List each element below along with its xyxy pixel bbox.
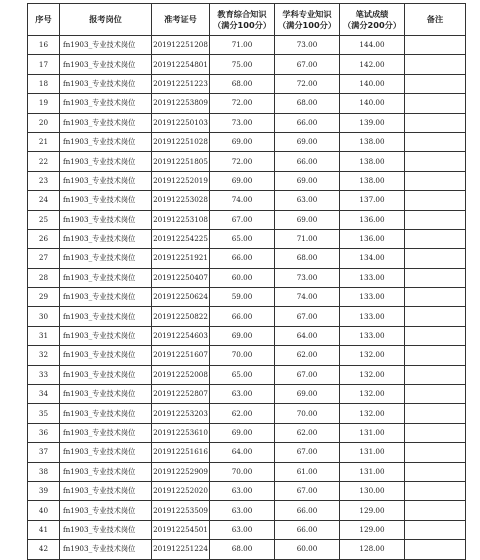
cell-total-score: 134.00 — [340, 249, 405, 268]
header-total-max: （满分200分） — [342, 19, 402, 30]
cell-seq: 36 — [28, 423, 60, 442]
cell-subject-score: 67.00 — [275, 307, 340, 326]
cell-edu-score: 68.00 — [210, 74, 275, 93]
cell-ticket: 201912251028 — [152, 132, 210, 151]
cell-subject-score: 72.00 — [275, 74, 340, 93]
cell-remark — [405, 288, 466, 307]
cell-ticket: 201912253509 — [152, 501, 210, 520]
cell-post: fn1903_专业技术岗位 — [60, 365, 152, 384]
cell-subject-score: 70.00 — [275, 404, 340, 423]
cell-total-score: 131.00 — [340, 443, 405, 462]
cell-subject-score: 69.00 — [275, 210, 340, 229]
table-row — [28, 540, 466, 559]
cell-post: fn1903_专业技术岗位 — [60, 423, 152, 442]
cell-edu-score: 63.00 — [210, 501, 275, 520]
cell-ticket: 201912253610 — [152, 423, 210, 442]
table-row — [28, 423, 466, 442]
cell-seq: 29 — [28, 288, 60, 307]
cell-edu-score: 69.00 — [210, 326, 275, 345]
cell-ticket: 201912251223 — [152, 74, 210, 93]
header-ticket: 准考证号 — [152, 4, 210, 36]
cell-total-score: 128.00 — [340, 540, 405, 559]
cell-total-score: 131.00 — [340, 423, 405, 442]
cell-ticket: 201912251616 — [152, 443, 210, 462]
cell-remark — [405, 268, 466, 287]
cell-remark — [405, 346, 466, 365]
cell-subject-score: 64.00 — [275, 326, 340, 345]
cell-total-score: 142.00 — [340, 55, 405, 74]
cell-subject-score: 73.00 — [275, 36, 340, 55]
table-row — [28, 346, 466, 365]
cell-post: fn1903_专业技术岗位 — [60, 249, 152, 268]
cell-total-score: 129.00 — [340, 501, 405, 520]
header-edu-max: （满分100分） — [212, 19, 272, 30]
cell-remark — [405, 94, 466, 113]
header-edu-score — [210, 4, 275, 36]
cell-total-score: 132.00 — [340, 365, 405, 384]
header-edu-title: 教育综合知识 — [217, 8, 267, 19]
cell-post: fn1903_专业技术岗位 — [60, 443, 152, 462]
cell-subject-score: 67.00 — [275, 55, 340, 74]
cell-post: fn1903_专业技术岗位 — [60, 385, 152, 404]
cell-seq: 24 — [28, 191, 60, 210]
cell-subject-score: 73.00 — [275, 268, 340, 287]
cell-edu-score: 75.00 — [210, 55, 275, 74]
cell-remark — [405, 385, 466, 404]
table-row — [28, 152, 466, 171]
cell-edu-score: 67.00 — [210, 210, 275, 229]
cell-subject-score: 60.00 — [275, 540, 340, 559]
cell-remark — [405, 229, 466, 248]
cell-remark — [405, 132, 466, 151]
cell-post: fn1903_专业技术岗位 — [60, 520, 152, 539]
cell-edu-score: 72.00 — [210, 94, 275, 113]
cell-remark — [405, 326, 466, 345]
cell-post: fn1903_专业技术岗位 — [60, 404, 152, 423]
cell-subject-score: 68.00 — [275, 94, 340, 113]
cell-ticket: 201912254603 — [152, 326, 210, 345]
cell-post: fn1903_专业技术岗位 — [60, 36, 152, 55]
cell-total-score: 137.00 — [340, 191, 405, 210]
cell-seq: 28 — [28, 268, 60, 287]
cell-ticket: 201912252909 — [152, 462, 210, 481]
cell-subject-score: 67.00 — [275, 481, 340, 500]
cell-ticket: 201912250822 — [152, 307, 210, 326]
cell-seq: 19 — [28, 94, 60, 113]
cell-seq: 39 — [28, 481, 60, 500]
cell-edu-score: 63.00 — [210, 520, 275, 539]
table-row — [28, 249, 466, 268]
cell-seq: 22 — [28, 152, 60, 171]
cell-post: fn1903_专业技术岗位 — [60, 307, 152, 326]
table-row — [28, 520, 466, 539]
cell-post: fn1903_专业技术岗位 — [60, 346, 152, 365]
cell-remark — [405, 210, 466, 229]
table-row — [28, 365, 466, 384]
header-subject-max: （满分100分） — [277, 19, 337, 30]
cell-edu-score: 66.00 — [210, 307, 275, 326]
cell-seq: 23 — [28, 171, 60, 190]
cell-total-score: 132.00 — [340, 385, 405, 404]
cell-edu-score: 70.00 — [210, 346, 275, 365]
table-row — [28, 229, 466, 248]
cell-edu-score: 60.00 — [210, 268, 275, 287]
cell-ticket: 201912254801 — [152, 55, 210, 74]
cell-edu-score: 74.00 — [210, 191, 275, 210]
cell-seq: 40 — [28, 501, 60, 520]
cell-ticket: 201912252019 — [152, 171, 210, 190]
cell-subject-score: 61.00 — [275, 462, 340, 481]
cell-total-score: 140.00 — [340, 94, 405, 113]
cell-ticket: 201912252807 — [152, 385, 210, 404]
cell-ticket: 201912253809 — [152, 94, 210, 113]
cell-edu-score: 73.00 — [210, 113, 275, 132]
cell-remark — [405, 55, 466, 74]
cell-edu-score: 72.00 — [210, 152, 275, 171]
cell-ticket: 201912252020 — [152, 481, 210, 500]
table-body — [28, 36, 466, 560]
cell-edu-score: 62.00 — [210, 404, 275, 423]
cell-post: fn1903_专业技术岗位 — [60, 501, 152, 520]
cell-edu-score: 63.00 — [210, 481, 275, 500]
cell-total-score: 133.00 — [340, 288, 405, 307]
cell-remark — [405, 191, 466, 210]
cell-edu-score: 69.00 — [210, 171, 275, 190]
cell-seq: 21 — [28, 132, 60, 151]
cell-remark — [405, 540, 466, 559]
cell-total-score: 131.00 — [340, 462, 405, 481]
table-row — [28, 481, 466, 500]
cell-post: fn1903_专业技术岗位 — [60, 229, 152, 248]
table-row — [28, 55, 466, 74]
cell-ticket: 201912251607 — [152, 346, 210, 365]
cell-post: fn1903_专业技术岗位 — [60, 152, 152, 171]
cell-remark — [405, 404, 466, 423]
cell-seq: 17 — [28, 55, 60, 74]
table-row — [28, 132, 466, 151]
score-sheet — [27, 3, 466, 560]
cell-ticket: 201912253028 — [152, 191, 210, 210]
cell-ticket: 201912251805 — [152, 152, 210, 171]
table-row — [28, 385, 466, 404]
header-total-title: 笔试成绩 — [355, 8, 389, 19]
cell-total-score: 138.00 — [340, 171, 405, 190]
cell-edu-score: 63.00 — [210, 385, 275, 404]
header-subject-title: 学科专业知识 — [282, 8, 332, 19]
cell-edu-score: 65.00 — [210, 229, 275, 248]
cell-post: fn1903_专业技术岗位 — [60, 540, 152, 559]
cell-total-score: 133.00 — [340, 307, 405, 326]
cell-edu-score: 71.00 — [210, 36, 275, 55]
cell-post: fn1903_专业技术岗位 — [60, 210, 152, 229]
cell-seq: 42 — [28, 540, 60, 559]
cell-post: fn1903_专业技术岗位 — [60, 94, 152, 113]
cell-subject-score: 66.00 — [275, 501, 340, 520]
header-seq: 序号 — [28, 4, 60, 36]
cell-subject-score: 68.00 — [275, 249, 340, 268]
cell-seq: 32 — [28, 346, 60, 365]
cell-ticket: 201912253108 — [152, 210, 210, 229]
cell-subject-score: 67.00 — [275, 365, 340, 384]
score-table — [27, 3, 466, 560]
cell-remark — [405, 171, 466, 190]
table-row — [28, 307, 466, 326]
table-row — [28, 268, 466, 287]
cell-ticket: 201912254501 — [152, 520, 210, 539]
cell-ticket: 201912253203 — [152, 404, 210, 423]
cell-seq: 18 — [28, 74, 60, 93]
header-subject-score — [275, 4, 340, 36]
cell-subject-score: 67.00 — [275, 443, 340, 462]
cell-edu-score: 69.00 — [210, 132, 275, 151]
cell-post: fn1903_专业技术岗位 — [60, 113, 152, 132]
cell-ticket: 201912250103 — [152, 113, 210, 132]
cell-total-score: 130.00 — [340, 481, 405, 500]
cell-seq: 20 — [28, 113, 60, 132]
cell-seq: 31 — [28, 326, 60, 345]
cell-remark — [405, 113, 466, 132]
cell-remark — [405, 365, 466, 384]
cell-edu-score: 70.00 — [210, 462, 275, 481]
table-row — [28, 501, 466, 520]
cell-subject-score: 66.00 — [275, 113, 340, 132]
header-remark: 备注 — [405, 4, 466, 36]
cell-remark — [405, 462, 466, 481]
cell-ticket: 201912250407 — [152, 268, 210, 287]
cell-total-score: 132.00 — [340, 404, 405, 423]
cell-total-score: 129.00 — [340, 520, 405, 539]
cell-edu-score: 64.00 — [210, 443, 275, 462]
cell-seq: 33 — [28, 365, 60, 384]
cell-remark — [405, 249, 466, 268]
cell-total-score: 140.00 — [340, 74, 405, 93]
table-row — [28, 326, 466, 345]
cell-seq: 30 — [28, 307, 60, 326]
cell-total-score: 132.00 — [340, 346, 405, 365]
table-row — [28, 191, 466, 210]
table-row — [28, 462, 466, 481]
cell-remark — [405, 423, 466, 442]
table-row — [28, 94, 466, 113]
cell-remark — [405, 36, 466, 55]
cell-post: fn1903_专业技术岗位 — [60, 326, 152, 345]
table-row — [28, 74, 466, 93]
table-header-row — [28, 4, 466, 36]
cell-subject-score: 74.00 — [275, 288, 340, 307]
cell-subject-score: 69.00 — [275, 171, 340, 190]
table-row — [28, 36, 466, 55]
cell-seq: 35 — [28, 404, 60, 423]
cell-subject-score: 71.00 — [275, 229, 340, 248]
cell-remark — [405, 501, 466, 520]
cell-seq: 38 — [28, 462, 60, 481]
header-post: 报考岗位 — [60, 4, 152, 36]
cell-edu-score: 59.00 — [210, 288, 275, 307]
cell-post: fn1903_专业技术岗位 — [60, 55, 152, 74]
cell-post: fn1903_专业技术岗位 — [60, 268, 152, 287]
header-total-score — [340, 4, 405, 36]
table-row — [28, 404, 466, 423]
cell-seq: 41 — [28, 520, 60, 539]
table-row — [28, 443, 466, 462]
cell-remark — [405, 307, 466, 326]
cell-seq: 16 — [28, 36, 60, 55]
cell-subject-score: 63.00 — [275, 191, 340, 210]
table-row — [28, 171, 466, 190]
cell-seq: 25 — [28, 210, 60, 229]
cell-post: fn1903_专业技术岗位 — [60, 132, 152, 151]
cell-ticket: 201912250624 — [152, 288, 210, 307]
cell-total-score: 144.00 — [340, 36, 405, 55]
cell-remark — [405, 152, 466, 171]
cell-subject-score: 62.00 — [275, 346, 340, 365]
table-row — [28, 113, 466, 132]
cell-subject-score: 62.00 — [275, 423, 340, 442]
cell-post: fn1903_专业技术岗位 — [60, 288, 152, 307]
cell-remark — [405, 481, 466, 500]
cell-total-score: 136.00 — [340, 229, 405, 248]
cell-ticket: 201912251921 — [152, 249, 210, 268]
cell-seq: 27 — [28, 249, 60, 268]
cell-subject-score: 66.00 — [275, 520, 340, 539]
cell-seq: 37 — [28, 443, 60, 462]
cell-edu-score: 66.00 — [210, 249, 275, 268]
cell-remark — [405, 74, 466, 93]
cell-seq: 26 — [28, 229, 60, 248]
cell-ticket: 201912252008 — [152, 365, 210, 384]
cell-total-score: 133.00 — [340, 268, 405, 287]
cell-ticket: 201912251224 — [152, 540, 210, 559]
cell-total-score: 139.00 — [340, 113, 405, 132]
cell-post: fn1903_专业技术岗位 — [60, 171, 152, 190]
cell-subject-score: 69.00 — [275, 385, 340, 404]
cell-total-score: 133.00 — [340, 326, 405, 345]
cell-edu-score: 65.00 — [210, 365, 275, 384]
cell-post: fn1903_专业技术岗位 — [60, 481, 152, 500]
cell-edu-score: 68.00 — [210, 540, 275, 559]
cell-remark — [405, 520, 466, 539]
cell-ticket: 201912251208 — [152, 36, 210, 55]
cell-post: fn1903_专业技术岗位 — [60, 462, 152, 481]
cell-total-score: 136.00 — [340, 210, 405, 229]
cell-seq: 34 — [28, 385, 60, 404]
cell-total-score: 138.00 — [340, 132, 405, 151]
cell-remark — [405, 443, 466, 462]
cell-total-score: 138.00 — [340, 152, 405, 171]
cell-post: fn1903_专业技术岗位 — [60, 191, 152, 210]
cell-ticket: 201912254225 — [152, 229, 210, 248]
cell-edu-score: 69.00 — [210, 423, 275, 442]
table-row — [28, 210, 466, 229]
cell-post: fn1903_专业技术岗位 — [60, 74, 152, 93]
cell-subject-score: 69.00 — [275, 132, 340, 151]
table-row — [28, 288, 466, 307]
cell-subject-score: 66.00 — [275, 152, 340, 171]
